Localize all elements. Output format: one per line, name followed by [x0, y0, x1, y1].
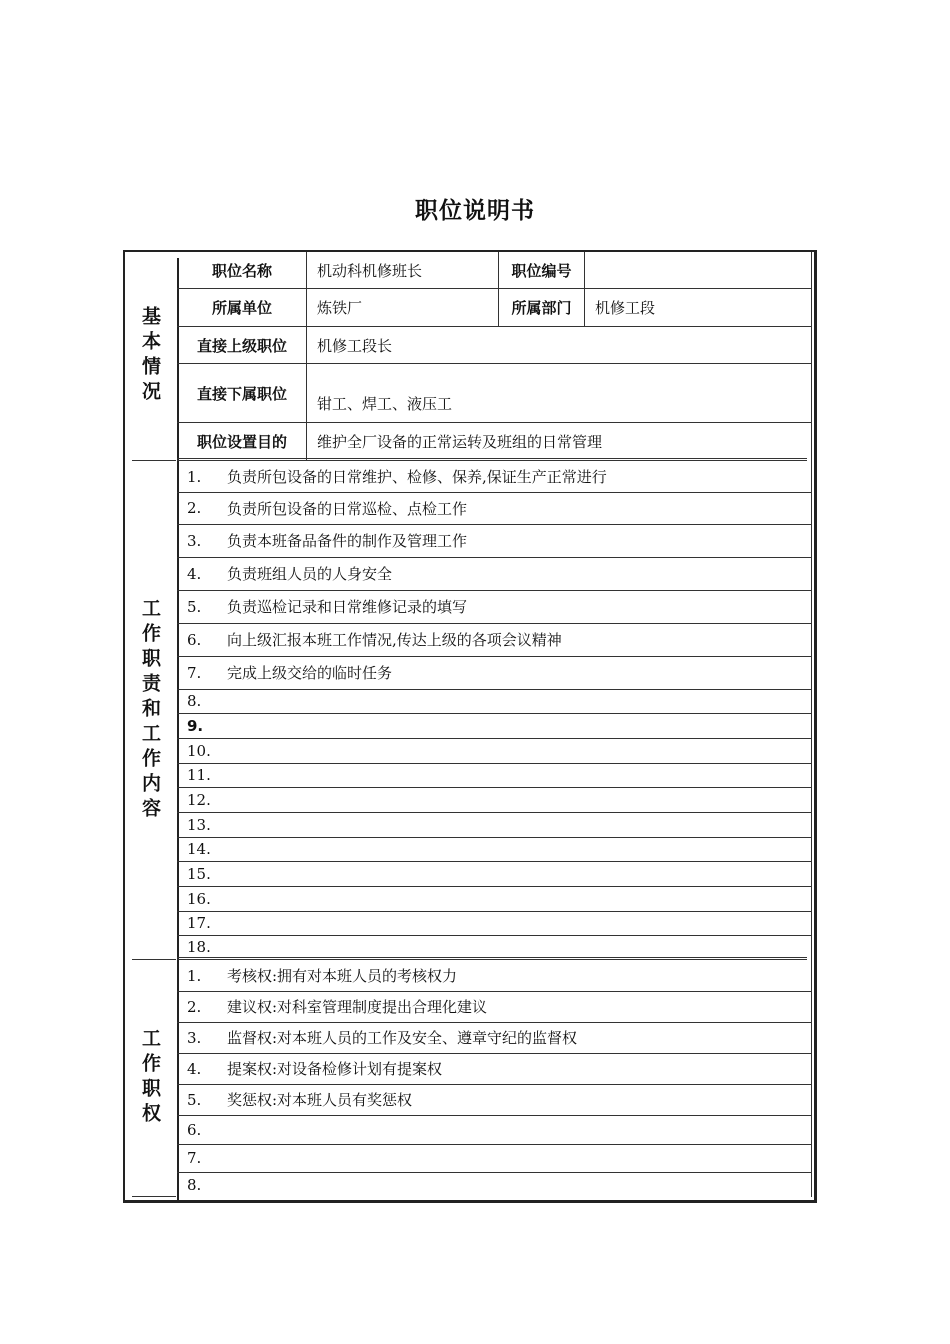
item-text: 完成上级交给的临时任务 — [227, 664, 393, 682]
item-number: 9. — [187, 716, 204, 735]
list-item — [181, 991, 811, 1022]
list-item — [181, 763, 811, 787]
list-item — [181, 861, 811, 886]
item-number: 7. — [187, 1149, 202, 1167]
subordinate-label: 直接下属职位 — [196, 384, 287, 403]
list-item — [181, 713, 811, 738]
list-item — [181, 461, 811, 492]
item-number: 7. — [187, 663, 202, 682]
list-item — [181, 492, 811, 524]
item-number: 1. — [187, 467, 202, 486]
item-text: 向上级汇报本班工作情况,传达上级的各项会议精神 — [227, 631, 562, 649]
item-number: 5. — [187, 597, 202, 616]
list-item — [181, 738, 811, 763]
item-text: 负责本班备品备件的制作及管理工作 — [227, 532, 468, 550]
item-text: 监督权:对本班人员的工作及安全、遵章守纪的监督权 — [227, 1029, 578, 1047]
item-number: 6. — [187, 1120, 202, 1139]
item-text: 负责巡检记录和日常维修记录的填写 — [227, 598, 468, 616]
item-number: 12. — [187, 790, 211, 809]
position-no-label: 职位编号 — [511, 261, 572, 280]
list-item — [181, 557, 811, 590]
item-number: 3. — [187, 1028, 202, 1047]
item-number: 2. — [187, 499, 202, 517]
position-no-value — [585, 252, 811, 288]
list-item — [181, 812, 811, 837]
subordinate-value: 钳工、焊工、液压工 — [317, 395, 453, 413]
unit-value: 炼铁厂 — [317, 299, 363, 317]
list-item — [181, 590, 811, 623]
item-text: 负责班组人员的人身安全 — [227, 565, 393, 583]
item-number: 13. — [187, 815, 211, 834]
item-number: 10. — [187, 741, 211, 760]
item-number: 17. — [187, 914, 211, 932]
list-item — [181, 935, 811, 958]
unit-label: 所属单位 — [211, 299, 272, 317]
position-name-value: 机动科机修班长 — [317, 261, 423, 280]
column-divider — [811, 252, 812, 1197]
item-number: 15. — [187, 864, 211, 883]
list-item — [181, 656, 811, 689]
item-text: 奖惩权:对本班人员有奖惩权 — [227, 1091, 413, 1109]
document-title: 职位说明书 — [415, 198, 535, 224]
list-item — [181, 787, 811, 812]
item-number: 8. — [187, 1176, 202, 1194]
list-item — [181, 623, 811, 656]
item-text: 建议权:对科室管理制度提出合理化建议 — [227, 998, 488, 1016]
item-number: 4. — [187, 564, 202, 583]
list-item — [181, 1144, 811, 1172]
item-number: 2. — [187, 997, 202, 1016]
item-number: 5. — [187, 1090, 202, 1109]
section-divider — [132, 1196, 176, 1197]
section-label-basic — [125, 252, 176, 460]
list-item — [181, 837, 811, 861]
item-text: 负责所包设备的日常维护、检修、保养,保证生产正常进行 — [227, 468, 607, 486]
item-number: 8. — [187, 692, 202, 710]
list-item — [181, 1022, 811, 1053]
position-name-label: 职位名称 — [211, 261, 272, 280]
item-text: 考核权:拥有对本班人员的考核权力 — [227, 967, 458, 985]
item-number: 14. — [187, 840, 211, 858]
item-number: 11. — [187, 766, 211, 784]
list-item — [181, 1053, 811, 1084]
list-item — [181, 1115, 811, 1144]
list-item — [181, 960, 811, 991]
item-number: 1. — [187, 966, 202, 985]
list-item — [181, 886, 811, 911]
superior-label: 直接上级职位 — [196, 336, 287, 355]
superior-value: 机修工段长 — [317, 336, 393, 355]
list-item — [181, 1172, 811, 1198]
item-text: 负责所包设备的日常巡检、点检工作 — [227, 499, 468, 518]
section-label-authority-text: 工作职权 — [139, 1028, 161, 1128]
item-text: 提案权:对设备检修计划有提案权 — [227, 1060, 443, 1078]
item-number: 6. — [187, 630, 202, 649]
list-item — [181, 689, 811, 713]
item-number: 4. — [187, 1059, 202, 1078]
dept-value: 机修工段 — [595, 299, 656, 317]
section-label-duties — [125, 461, 176, 959]
item-number: 3. — [187, 531, 202, 550]
item-number: 16. — [187, 889, 211, 908]
list-item — [181, 1084, 811, 1115]
purpose-label: 职位设置目的 — [196, 432, 287, 451]
section-label-basic-text: 基本情况 — [139, 306, 161, 406]
list-item — [181, 524, 811, 557]
item-number: 18. — [187, 937, 211, 956]
dept-label: 所属部门 — [511, 299, 572, 317]
section-label-authority — [125, 960, 176, 1196]
list-item — [181, 911, 811, 935]
section-label-duties-text: 工作职责和工作内容 — [139, 597, 161, 823]
purpose-value: 维护全厂设备的正常运转及班组的日常管理 — [317, 432, 603, 451]
